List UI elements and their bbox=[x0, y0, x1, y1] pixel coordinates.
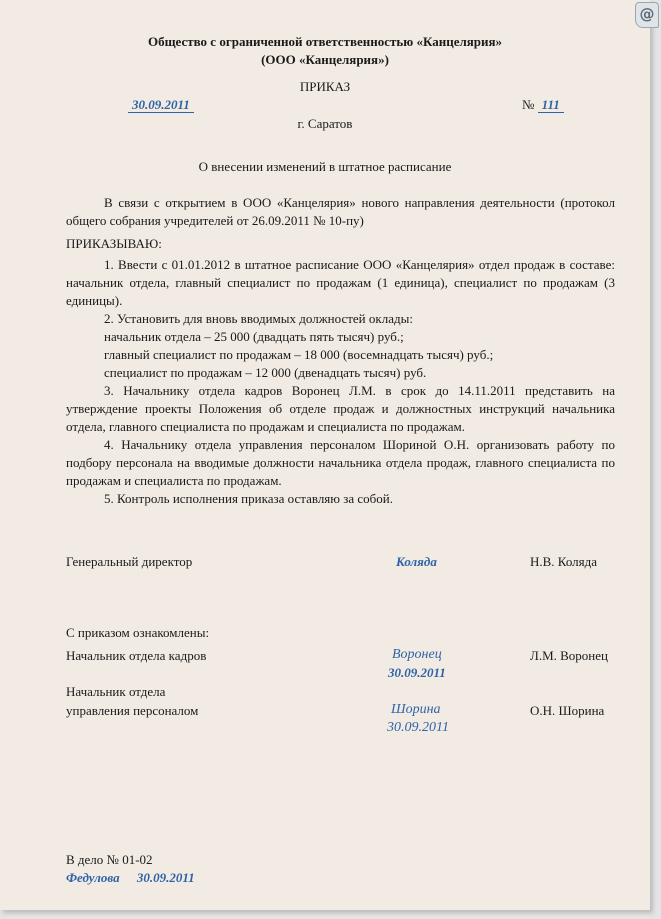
salary-line-2: главный специалист по продажам – 18 000 (восемнадцать тысяч) руб.; bbox=[104, 347, 494, 362]
preamble-text: В связи с открытием в ООО «Канцелярия» нового направления деятельности (протокол общего собрания учредителей от 26.09.2011 № 10-пу) bbox=[66, 195, 615, 228]
acq2-date: 30.09.2011 bbox=[387, 720, 449, 735]
director-signature: Коляда bbox=[396, 554, 437, 569]
doc-number-value: 111 bbox=[538, 97, 564, 113]
filing-label: В дело № 01-02 bbox=[66, 852, 153, 867]
acq2-title-line1: Начальник отдела bbox=[66, 684, 166, 699]
director-title: Генеральный директор bbox=[66, 554, 193, 569]
item-4: 4. Начальнику отдела управления персоналом Шориной О.Н. организовать работу по подбору персонала на вводимые должности начальника отдела продаж, главного специалиста по продажам и специалиста по продажам. bbox=[66, 437, 615, 488]
salary-line-1: начальник отдела – 25 000 (двадцать пять тысяч) руб.; bbox=[104, 329, 404, 344]
doc-subject: О внесении изменений в штатное расписание bbox=[198, 159, 452, 174]
acquainted-label: С приказом ознакомлены: bbox=[66, 625, 210, 640]
acq1-date: 30.09.2011 bbox=[388, 665, 446, 680]
doc-city: г. Саратов bbox=[297, 116, 353, 131]
order-body bbox=[66, 194, 615, 508]
item-2: 2. Установить для вновь вводимых должностей оклады: bbox=[104, 311, 413, 326]
item-3: 3. Начальнику отдела кадров Воронец Л.М. в срок до 14.11.2011 представить на утверждение проекты Положения об отделе продаж и должностных инструкций начальника отдела, главного специалиста по продажам и специалиста по продажам. bbox=[66, 383, 615, 434]
filing-mark bbox=[66, 870, 195, 886]
salary-line-3: специалист по продажам – 12 000 (двенадцать тысяч) руб. bbox=[104, 365, 427, 380]
doc-type: ПРИКАЗ bbox=[299, 79, 351, 94]
acq2-name: О.Н. Шорина bbox=[530, 703, 605, 718]
filing-signature: Федулова bbox=[66, 870, 120, 885]
acq2-title-line2: управления персоналом bbox=[66, 703, 199, 718]
doc-number bbox=[522, 97, 564, 113]
acq1-signature: Воронец bbox=[392, 647, 442, 662]
acq2-signature: Шорина bbox=[391, 702, 441, 717]
acq1-title: Начальник отдела кадров bbox=[66, 648, 207, 663]
item-1: 1. Ввести с 01.01.2012 в штатное расписание ООО «Канцелярия» отдел продаж в составе: начальник отдела, главный специалист по продажам (1 единица), специалист по продажам (3 единицы). bbox=[66, 257, 615, 308]
doc-number-label: № bbox=[522, 97, 535, 112]
acq1-name: Л.М. Воронец bbox=[530, 648, 608, 663]
item-5: 5. Контроль исполнения приказа оставляю за собой. bbox=[104, 491, 393, 506]
org-short-name: (ООО «Канцелярия») bbox=[261, 52, 389, 67]
doc-date bbox=[128, 97, 194, 113]
at-sign-icon[interactable]: @ bbox=[635, 2, 659, 28]
filing-date: 30.09.2011 bbox=[136, 870, 195, 885]
order-word: ПРИКАЗЫВАЮ: bbox=[66, 236, 162, 251]
org-name: Общество с ограниченной ответственностью «Канцелярия» bbox=[147, 34, 503, 49]
doc-date-value: 30.09.2011 bbox=[128, 97, 194, 113]
director-name: Н.В. Коляда bbox=[530, 554, 598, 569]
